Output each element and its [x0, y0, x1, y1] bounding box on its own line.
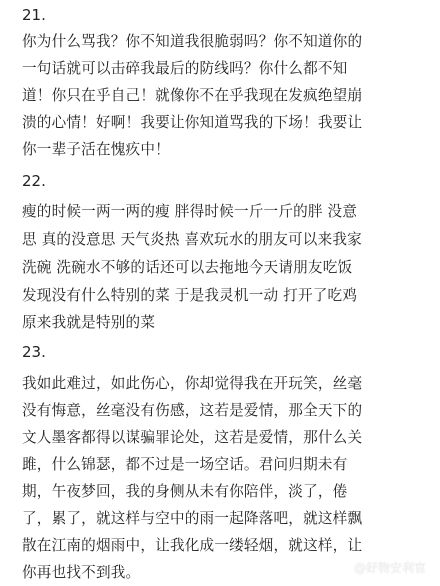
- text-line: 原来我就是特别的菜: [22, 314, 156, 331]
- watermark-text: @好物安利官: [353, 561, 426, 575]
- text-line: 没有悔意，丝毫没有伤感，这若是爱情，那全天下的: [22, 402, 363, 419]
- watermark: [334, 560, 426, 576]
- item-number: 21.: [22, 6, 46, 24]
- text-line: 发现没有什么特别的菜 于是我灵机一动 打开了吃鸡: [22, 287, 358, 304]
- text-line: 你再也找不到我。: [22, 564, 141, 581]
- text-line: 瘦的时候一两一两的瘦 胖得时候一斤一斤的胖 没意: [22, 203, 358, 220]
- weibo-icon: [334, 561, 350, 575]
- item-number: 23.: [22, 343, 46, 361]
- text-line: 思 真的没意思 天气炎热 喜欢玩水的朋友可以来我家: [22, 231, 362, 248]
- text-line: 一句话就可以击碎我最后的防线吗？你什么都不知: [22, 60, 348, 77]
- text-line: 我如此难过，如此伤心，你却觉得我在开玩笑，丝毫: [22, 375, 363, 392]
- text-line: 了，累了，就这样与空中的雨一起降落吧，就这样飘: [22, 510, 363, 527]
- text-line: 散在江南的烟雨中，让我化成一缕轻烟，就这样，让: [22, 537, 363, 554]
- text-line: 期，午夜梦回，我的身侧从未有你陪伴，淡了，倦: [22, 483, 348, 500]
- text-line: 道！你只在乎自己！就像你不在乎我现在发疯绝望崩: [22, 87, 363, 104]
- text-line: 你为什么骂我？你不知道我很脆弱吗？你不知道你的: [22, 33, 363, 50]
- text-line: 洗碗 洗碗水不够的话还可以去拖地今天请朋友吃饭: [22, 259, 353, 276]
- text-line: 雎，什么锦瑟，都不过是一场空话。君问归期未有: [22, 456, 348, 473]
- item-number: 22.: [22, 172, 46, 190]
- text-line: 溃的心情！好啊！我要让你知道骂我的下场！我要让: [22, 114, 363, 131]
- text-line: 你一辈子活在愧疚中！: [22, 141, 170, 158]
- text-line: 文人墨客都得以谋骗罪论处，这若是爱情，那什么关: [22, 429, 363, 446]
